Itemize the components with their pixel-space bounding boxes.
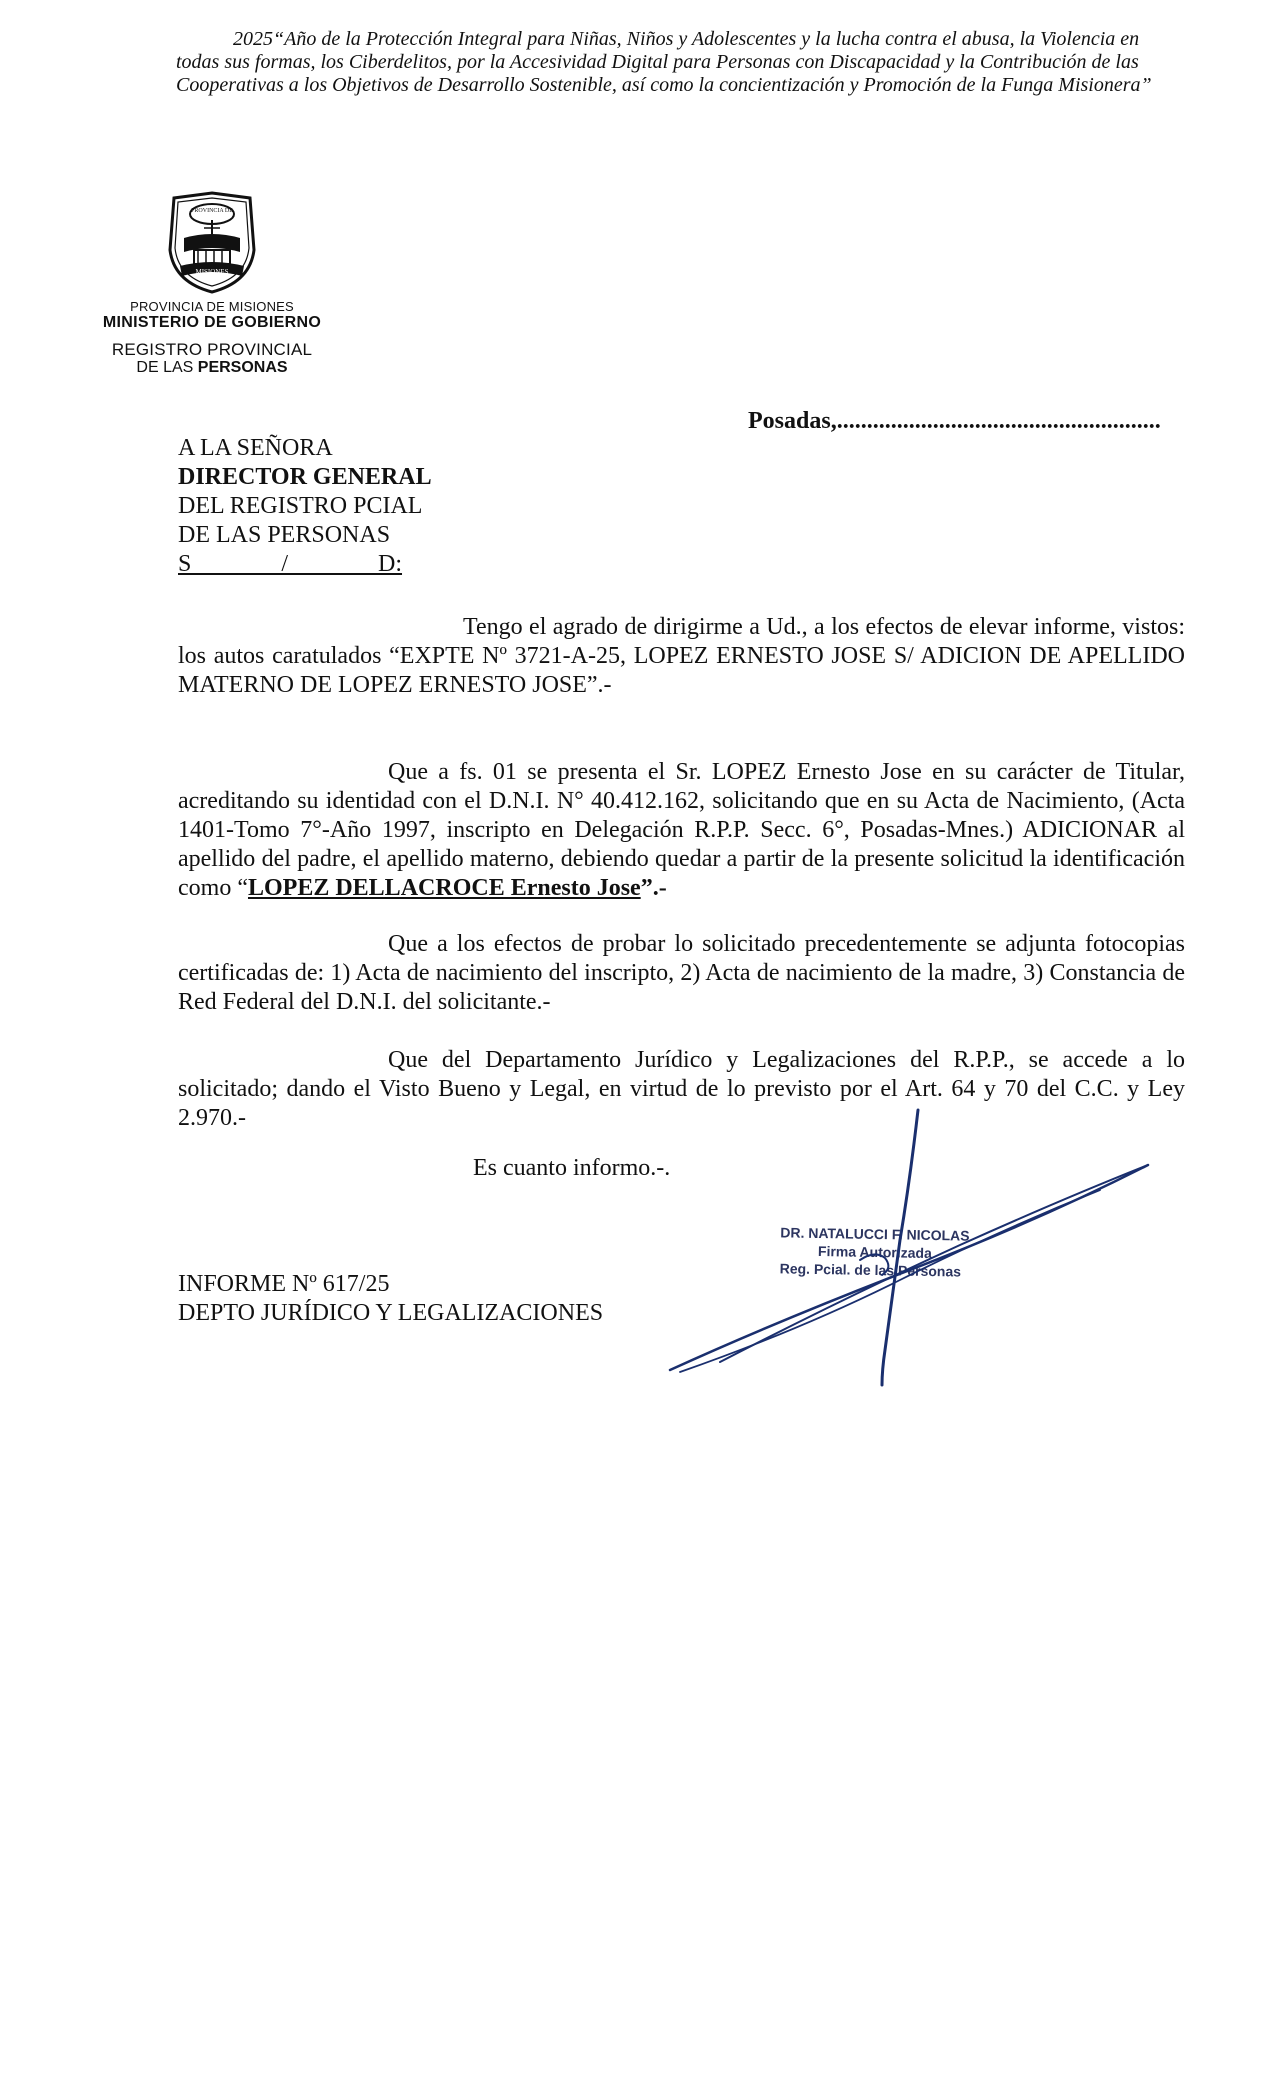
province-name: PROVINCIA DE MISIONES bbox=[130, 299, 294, 314]
crest-text-top: PROVINCIA DE bbox=[191, 208, 233, 214]
ministry-name: MINISTERIO DE GOBIERNO bbox=[102, 314, 322, 331]
report-number: INFORME Nº 617/25 bbox=[178, 1271, 390, 1297]
paragraph-3-text: Que a los efectos de probar lo solicitado precedentemente se adjunta fotocopias certificadas de: 1) Acta de nacimiento del inscripto, 2) Acta de nacimiento de la madre, 3) Constancia de Red Federal del D.N.I. del solicitante.- bbox=[178, 931, 1185, 1015]
paragraph-1 bbox=[178, 613, 1185, 700]
closing-line: Es cuanto informo.-. bbox=[473, 1155, 671, 1181]
addressee-line5: S / D: bbox=[178, 551, 403, 577]
paragraph-2 bbox=[178, 758, 1185, 903]
registry-prefix: DE LAS bbox=[136, 359, 198, 376]
place-date: Posadas,...................................................... bbox=[748, 408, 1161, 434]
addressee-line4: DE LAS PERSONAS bbox=[178, 522, 391, 548]
registry-name: REGISTRO PROVINCIAL bbox=[111, 340, 313, 359]
addressee-line3: DEL REGISTRO PCIAL bbox=[178, 493, 423, 519]
paragraph-4-text: Que del Departamento Jurídico y Legalizaciones del R.P.P., se accede a lo solicitado; dando el Visto Bueno y Legal, en virtud de lo previsto por el Art. 64 y 70 del C.C. y Ley 2.970.- bbox=[178, 1047, 1185, 1131]
registry-bold: PERSONAS bbox=[197, 359, 288, 376]
addressee-line1: A LA SEÑORA bbox=[178, 435, 333, 461]
header-motto-text: 2025“Año de la Protección Integral para Niñas, Niños y Adolescentes y la lucha contra el abusa, la Violencia en todas sus formas, los Ciberdelitos, por la Accesividad Digital para Personas con Discapacidad y la Contribución de las Cooperativas a los Objetivos de Desarrollo Sostenible, así como la concientización y Promoción de la Funga Misionera” bbox=[176, 28, 1152, 96]
crest-text-bottom: MISIONES bbox=[195, 268, 229, 276]
paragraph-1-text: Tengo el agrado de dirigirme a Ud., a los efectos de elevar informe, vistos: los autos caratulados “EXPTE Nº 3721-A-25, LOPEZ ERNESTO JOSE S/ ADICION DE APELLIDO MATERNO DE LOPEZ ERNESTO JOSE”.- bbox=[178, 614, 1185, 698]
letterhead bbox=[92, 190, 332, 377]
stamp-line1: DR. NATALUCCI F. NICOLAS bbox=[780, 1224, 970, 1244]
report-block bbox=[178, 1270, 603, 1328]
addressee-line2: DIRECTOR GENERAL bbox=[178, 464, 432, 490]
stamp-line2: Firma Autorizada bbox=[817, 1243, 932, 1261]
provincial-crest-icon bbox=[162, 190, 262, 295]
header-motto bbox=[176, 28, 1162, 97]
paragraph-3 bbox=[178, 930, 1185, 1017]
paragraph-2-end: ”.- bbox=[640, 875, 667, 901]
paragraph-2-text: Que a fs. 01 se presenta el Sr. LOPEZ Ernesto Jose en su carácter de Titular, acreditando su identidad con el D.N.I. N° 40.412.162, solicitando que en su Acta de Nacimiento, (Acta 1401-Tomo 7°-Año 1997, inscripto en Delegación R.P.P. Secc. 6°, Posadas-Mnes.) ADICIONAR al apellido del padre, el apellido materno, debiendo quedar a partir de la presente solicitud la identificación como “ bbox=[178, 759, 1185, 901]
handwritten-signature bbox=[660, 1100, 1160, 1390]
requested-name: LOPEZ DELLACROCE Ernesto Jose bbox=[247, 875, 641, 901]
addressee bbox=[178, 434, 432, 579]
stamp-line3: Reg. Pcial. de las Personas bbox=[779, 1260, 962, 1280]
registry-name-line2 bbox=[92, 359, 332, 377]
report-department: DEPTO JURÍDICO Y LEGALIZACIONES bbox=[178, 1300, 604, 1326]
